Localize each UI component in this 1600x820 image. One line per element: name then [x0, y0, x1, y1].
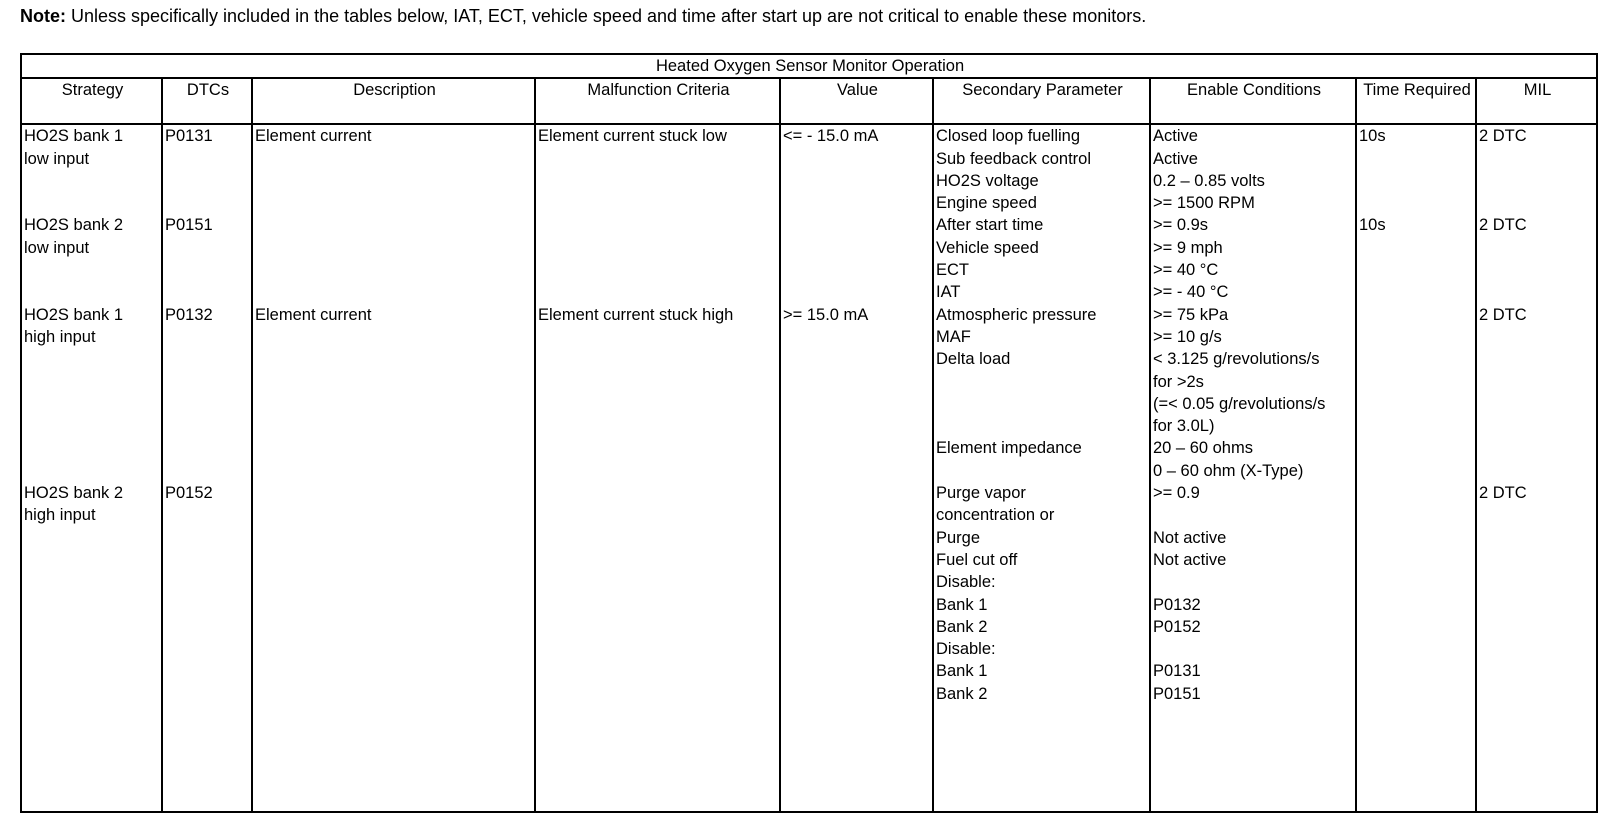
dtcs-line [165, 148, 251, 170]
column-header-enable-conditions: Enable Conditions [1150, 78, 1356, 124]
table-row [21, 124, 1597, 812]
enable-line: P0152 [1153, 617, 1201, 636]
description-cell [252, 124, 535, 812]
description-line [255, 214, 534, 236]
enable-line: >= 0.9 [1153, 484, 1200, 503]
time-required-cell [1356, 124, 1476, 812]
secondary-line: Engine speed [936, 194, 1037, 213]
dtcs-cell [162, 124, 252, 812]
strategy-line: HO2S bank 2 [24, 484, 124, 503]
enable-line: (=< 0.05 g/revolutions/s [1153, 394, 1326, 413]
description-line [255, 281, 534, 303]
malfunction-line: Element current stuck high [538, 305, 734, 324]
strategy-line: low input [24, 149, 90, 168]
mil-line [1479, 415, 1596, 437]
strategy-line [24, 460, 161, 482]
enable-line: >= - 40 °C [1153, 283, 1229, 302]
mil-line [1479, 148, 1596, 170]
dtcs-line [165, 237, 251, 259]
description-line: Element current [255, 305, 372, 324]
value-line [783, 214, 932, 236]
secondary-line: Purge [936, 528, 981, 547]
secondary-line: Sub feedback control [936, 149, 1092, 168]
enable-line: Active [1153, 127, 1198, 146]
malfunction-line [538, 259, 779, 281]
strategy-line [24, 348, 161, 370]
mil-line [1479, 281, 1596, 303]
dtcs-line: P0132 [165, 305, 213, 324]
table-header-row [21, 78, 1597, 124]
dtcs-line [165, 192, 251, 214]
strategy-line [24, 393, 161, 415]
value-line [783, 148, 932, 170]
mil-cell [1476, 124, 1597, 812]
secondary-line: MAF [936, 327, 971, 346]
enable-line: Not active [1153, 550, 1227, 569]
strategy-cell [21, 124, 162, 812]
secondary-line [936, 460, 1149, 482]
secondary-line: Purge vapor [936, 484, 1026, 503]
enable-line: 0.2 – 0.85 volts [1153, 171, 1265, 190]
enable-line: for 3.0L) [1153, 417, 1215, 436]
dtcs-line [165, 437, 251, 459]
enable-line: >= 10 g/s [1153, 327, 1222, 346]
enable-conditions-cell [1150, 124, 1356, 812]
strategy-line [24, 192, 161, 214]
secondary-line: Disable: [936, 640, 996, 659]
value-line: >= 15.0 mA [783, 305, 869, 324]
secondary-line [936, 393, 1149, 415]
mil-line [1479, 259, 1596, 281]
description-line: Element current [255, 127, 372, 146]
enable-line: >= 40 °C [1153, 261, 1219, 280]
mil-line [1479, 326, 1596, 348]
dtcs-line: P0152 [165, 484, 213, 503]
malfunction-line [538, 192, 779, 214]
time-line: 10s [1359, 127, 1386, 146]
secondary-line: After start time [936, 216, 1044, 235]
strategy-line: high input [24, 506, 96, 525]
strategy-line [24, 281, 161, 303]
enable-line: >= 1500 RPM [1153, 194, 1255, 213]
value-line [783, 237, 932, 259]
enable-line: Active [1153, 149, 1198, 168]
time-line [1359, 170, 1475, 192]
table-title: Heated Oxygen Sensor Monitor Operation [21, 54, 1597, 78]
value-line [783, 281, 932, 303]
column-header-description: Description [252, 78, 535, 124]
dtcs-line [165, 170, 251, 192]
dtcs-line: P0151 [165, 216, 213, 235]
mil-line: 2 DTC [1479, 484, 1527, 503]
dtcs-line [165, 259, 251, 281]
secondary-line: concentration or [936, 506, 1055, 525]
enable-line: >= 9 mph [1153, 238, 1223, 257]
enable-line: 0 – 60 ohm (X-Type) [1153, 461, 1304, 480]
mil-line [1479, 460, 1596, 482]
time-line [1359, 192, 1475, 214]
description-line [255, 259, 534, 281]
secondary-line [936, 415, 1149, 437]
enable-line: 20 – 60 ohms [1153, 439, 1253, 458]
value-cell [780, 124, 933, 812]
enable-line: P0132 [1153, 595, 1201, 614]
table-title-row [21, 54, 1597, 78]
malfunction-line [538, 214, 779, 236]
column-header-secondary-parameter: Secondary Parameter [933, 78, 1150, 124]
enable-line: >= 75 kPa [1153, 305, 1229, 324]
strategy-line: low input [24, 238, 90, 257]
value-line: <= - 15.0 mA [783, 127, 879, 146]
description-line [255, 148, 534, 170]
column-header-value: Value [780, 78, 933, 124]
enable-line [1153, 504, 1355, 526]
enable-line: Not active [1153, 528, 1227, 547]
strategy-line [24, 437, 161, 459]
mil-line: 2 DTC [1479, 305, 1527, 324]
column-header-strategy: Strategy [21, 78, 162, 124]
secondary-line: Atmospheric pressure [936, 305, 1097, 324]
secondary-line [936, 371, 1149, 393]
mil-line: 2 DTC [1479, 127, 1527, 146]
secondary-line: Bank 2 [936, 617, 988, 636]
secondary-line: Vehicle speed [936, 238, 1039, 257]
mil-line [1479, 371, 1596, 393]
enable-line: P0151 [1153, 684, 1201, 703]
secondary-line: Element impedance [936, 439, 1082, 458]
secondary-parameter-cell [933, 124, 1150, 812]
note [20, 4, 1146, 28]
malfunction-line: Element current stuck low [538, 127, 727, 146]
enable-line [1153, 571, 1355, 593]
secondary-line: Fuel cut off [936, 550, 1018, 569]
mil-line: 2 DTC [1479, 216, 1527, 235]
malfunction-line [538, 148, 779, 170]
dtcs-line [165, 281, 251, 303]
mil-line [1479, 170, 1596, 192]
secondary-line: HO2S voltage [936, 171, 1039, 190]
dtcs-line [165, 460, 251, 482]
note-label: Note: [20, 6, 66, 26]
secondary-line: Closed loop fuelling [936, 127, 1081, 146]
enable-line: >= 0.9s [1153, 216, 1209, 235]
column-header-mil: MIL [1476, 78, 1597, 124]
description-line [255, 237, 534, 259]
malfunction-criteria-cell [535, 124, 780, 812]
dtcs-line [165, 326, 251, 348]
dtcs-line [165, 415, 251, 437]
value-line [783, 170, 932, 192]
value-line [783, 259, 932, 281]
malfunction-line [538, 170, 779, 192]
secondary-line: Bank 1 [936, 595, 988, 614]
dtcs-line [165, 371, 251, 393]
description-line [255, 170, 534, 192]
strategy-line [24, 371, 161, 393]
enable-line: P0131 [1153, 662, 1201, 681]
strategy-line: HO2S bank 2 [24, 216, 124, 235]
time-line: 10s [1359, 216, 1386, 235]
time-line [1359, 148, 1475, 170]
column-header-malfunction-criteria: Malfunction Criteria [535, 78, 780, 124]
secondary-line: ECT [936, 261, 969, 280]
dtcs-line [165, 393, 251, 415]
mil-line [1479, 192, 1596, 214]
column-header-dtcs: DTCs [162, 78, 252, 124]
enable-line [1153, 638, 1355, 660]
mil-line [1479, 348, 1596, 370]
mil-line [1479, 237, 1596, 259]
strategy-line: HO2S bank 1 [24, 305, 124, 324]
strategy-line: high input [24, 327, 96, 346]
ho2s-monitor-table [20, 53, 1598, 813]
mil-line [1479, 393, 1596, 415]
note-text: Unless specifically included in the tables below, IAT, ECT, vehicle speed and time after start up are not critical to enable these monitors. [66, 6, 1147, 26]
strategy-line [24, 170, 161, 192]
strategy-line: HO2S bank 1 [24, 127, 124, 146]
secondary-line: Bank 2 [936, 684, 988, 703]
enable-line: for >2s [1153, 372, 1204, 391]
dtcs-line [165, 348, 251, 370]
enable-line: < 3.125 g/revolutions/s [1153, 350, 1320, 369]
mil-line [1479, 437, 1596, 459]
secondary-line: Bank 1 [936, 662, 988, 681]
description-line [255, 192, 534, 214]
dtcs-line: P0131 [165, 127, 213, 146]
strategy-line [24, 259, 161, 281]
secondary-line: IAT [936, 283, 961, 302]
value-line [783, 192, 932, 214]
secondary-line: Delta load [936, 350, 1011, 369]
malfunction-line [538, 237, 779, 259]
secondary-line: Disable: [936, 573, 996, 592]
malfunction-line [538, 281, 779, 303]
column-header-time-required: Time Required [1356, 78, 1476, 124]
strategy-line [24, 415, 161, 437]
